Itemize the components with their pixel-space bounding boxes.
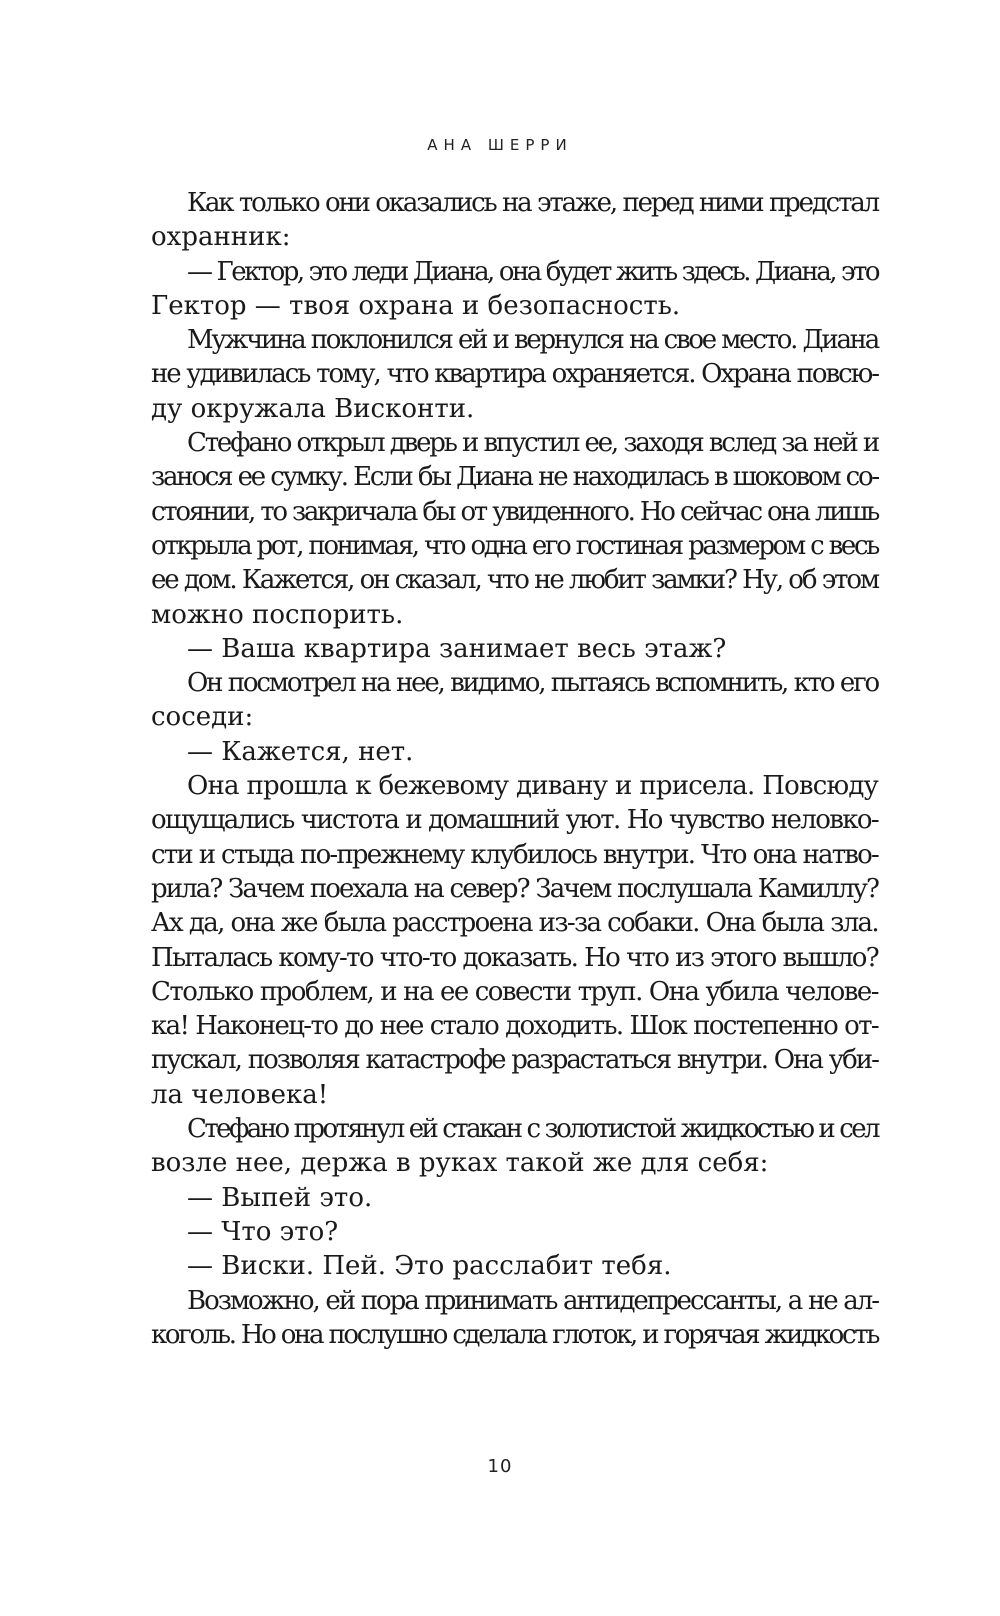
text-line: рила? Зачем поехала на север? Зачем послушала Камиллу? <box>151 873 878 904</box>
text-line: Ах да, она же была расстроена из-за собаки. Она была зла. <box>151 908 878 939</box>
text-line: ду окружала Висконти. <box>151 393 475 424</box>
text-line: — Выпей это. <box>187 1182 373 1213</box>
text-line: соседи: <box>151 702 254 733</box>
text-line: Стефано протянул ей стакан с золотистой жидкостью и сел <box>187 1114 878 1145</box>
text-line: ее дом. Кажется, он сказал, что не любит замки? Ну, об этом <box>151 565 878 596</box>
text-line: можно поспорить. <box>151 599 404 630</box>
text-line: Он посмотрел на нее, видимо, пытаясь вспомнить, кто его <box>187 668 878 699</box>
text-line: — Ваша квартира занимает весь этаж? <box>187 633 727 664</box>
text-line: Мужчина поклонился ей и вернулся на свое место. Диана <box>187 325 878 356</box>
running-title: АНА ШЕРРИ <box>427 136 573 154</box>
text-line: стоянии, то закричала бы от увиденного. Но сейчас она лишь <box>151 496 878 527</box>
text-line: Она прошла к бежевому дивану и присела. Повсюду <box>187 771 878 802</box>
text-line: Возможно, ей пора принимать антидепрессанты, а не ал- <box>187 1285 878 1316</box>
text-line: Гектор — твоя охрана и безопасность. <box>151 290 681 321</box>
text-line: пускал, позволяя катастрофе разрастаться внутри. Она уби- <box>151 1045 878 1076</box>
text-line: не удивилась тому, что квартира охраняется. Охрана повсю- <box>151 359 878 390</box>
text-line: Пыталась кому-то что-то доказать. Но что из этого вышло? <box>151 942 878 973</box>
text-line: открыла рот, понимая, что одна его гостиная размером с весь <box>151 530 878 561</box>
text-line: Столько проблем, и на ее совести труп. Она убила челове- <box>151 976 878 1007</box>
text-line: занося ее сумку. Если бы Диана не находилась в шоковом со- <box>151 462 878 493</box>
text-line: ла человека! <box>151 1079 329 1110</box>
page-number: 10 <box>487 1456 513 1477</box>
body-text <box>151 186 878 1352</box>
text-line: — Гектор, это леди Диана, она будет жить здесь. Диана, это <box>187 256 878 287</box>
text-line: ощущались чистота и домашний уют. Но чувство неловко- <box>151 805 878 836</box>
text-line: сти и стыда по-прежнему клубилось внутри. Что она натво- <box>151 839 878 870</box>
text-line: Как только они оказались на этаже, перед ними предстал <box>187 188 878 218</box>
text-line: коголь. Но она послушно сделала глоток, и горячая жидкость <box>151 1319 878 1350</box>
text-line: — Что это? <box>187 1216 339 1247</box>
text-line: охранник: <box>151 222 291 253</box>
text-line: — Виски. Пей. Это расслабит тебя. <box>187 1251 672 1282</box>
text-line: ка! Наконец-то до нее стало доходить. Шок постепенно от- <box>151 1011 878 1042</box>
text-line: возле нее, держа в руках такой же для себя: <box>151 1148 769 1179</box>
text-line: Стефано открыл дверь и впустил ее, заходя вслед за ней и <box>187 428 878 459</box>
text-line: — Кажется, нет. <box>187 736 414 767</box>
